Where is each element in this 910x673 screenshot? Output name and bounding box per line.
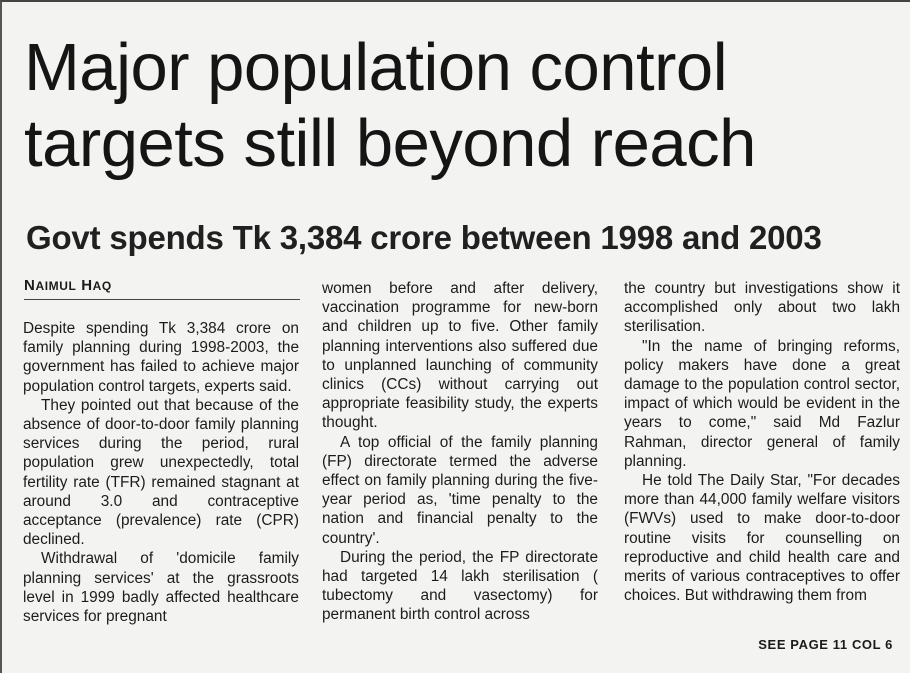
headline-line-1: Major population control xyxy=(24,30,728,105)
paragraph: He told The Daily Star, "For decades more than 44,000 family welfare visitors (FWVs) used to make door-to-door routine visits for counselling on reproductive and child health care and merits of various contraceptives to offer choices. But withdrawing them from xyxy=(624,472,900,605)
headline xyxy=(24,30,904,182)
article-column-3 xyxy=(624,279,900,605)
subheadline: Govt spends Tk 3,384 crore between 1998 and 2003 xyxy=(26,219,822,256)
byline-first-rest: AIMUL xyxy=(35,279,77,293)
paragraph: "In the name of bringing reforms, policy makers have done a great damage to the population control sector, impact of which would be evident in the years to come," said Md Fazlur Rahman, director general of family planning. xyxy=(624,337,900,470)
byline xyxy=(24,277,300,300)
paragraph: During the period, the FP directorate had targeted 14 lakh sterilisation ( tubectomy and vasectomy) for permanent birth control across xyxy=(322,548,598,624)
paragraph: A top official of the family planning (FP) directorate termed the adverse effect on family planning during the five-year period as, 'time penalty to the nation and financial penalty to the country'. xyxy=(322,433,598,547)
article-column-1 xyxy=(23,319,299,626)
article-column-2 xyxy=(322,279,598,625)
paragraph: Withdrawal of 'domicile family planning services' at the grassroots level in 1999 badly affected healthcare services for pregnant xyxy=(23,550,299,626)
paragraph: the country but investigations show it accomplished only about two lakh sterilisation. xyxy=(624,280,900,336)
headline-line-2: targets still beyond reach xyxy=(24,106,756,181)
continuation-note: SEE PAGE 11 COL 6 xyxy=(758,637,893,652)
paragraph: Despite spending Tk 3,384 crore on family planning during 1998-2003, the government has failed to achieve major population control targets, experts said. xyxy=(23,320,299,395)
paragraph: women before and after delivery, vaccination programme for new-born and children up to five. Other family planning interventions also suffered due to unplanned launching of community clinics (CCs) without carrying out appropriate feasibility study, the experts thought. xyxy=(322,280,598,432)
byline-last-initial: H xyxy=(81,277,93,294)
byline-last-rest: AQ xyxy=(92,279,112,293)
byline-first-initial: N xyxy=(24,277,36,294)
paragraph: They pointed out that because of the absence of door-to-door family planning services during the period, rural population grew unexpectedly, total fertility rate (TFR) remained stagnant at around 3.0 and contraceptive acceptance (prevalence) rate (CPR) declined. xyxy=(23,396,299,549)
